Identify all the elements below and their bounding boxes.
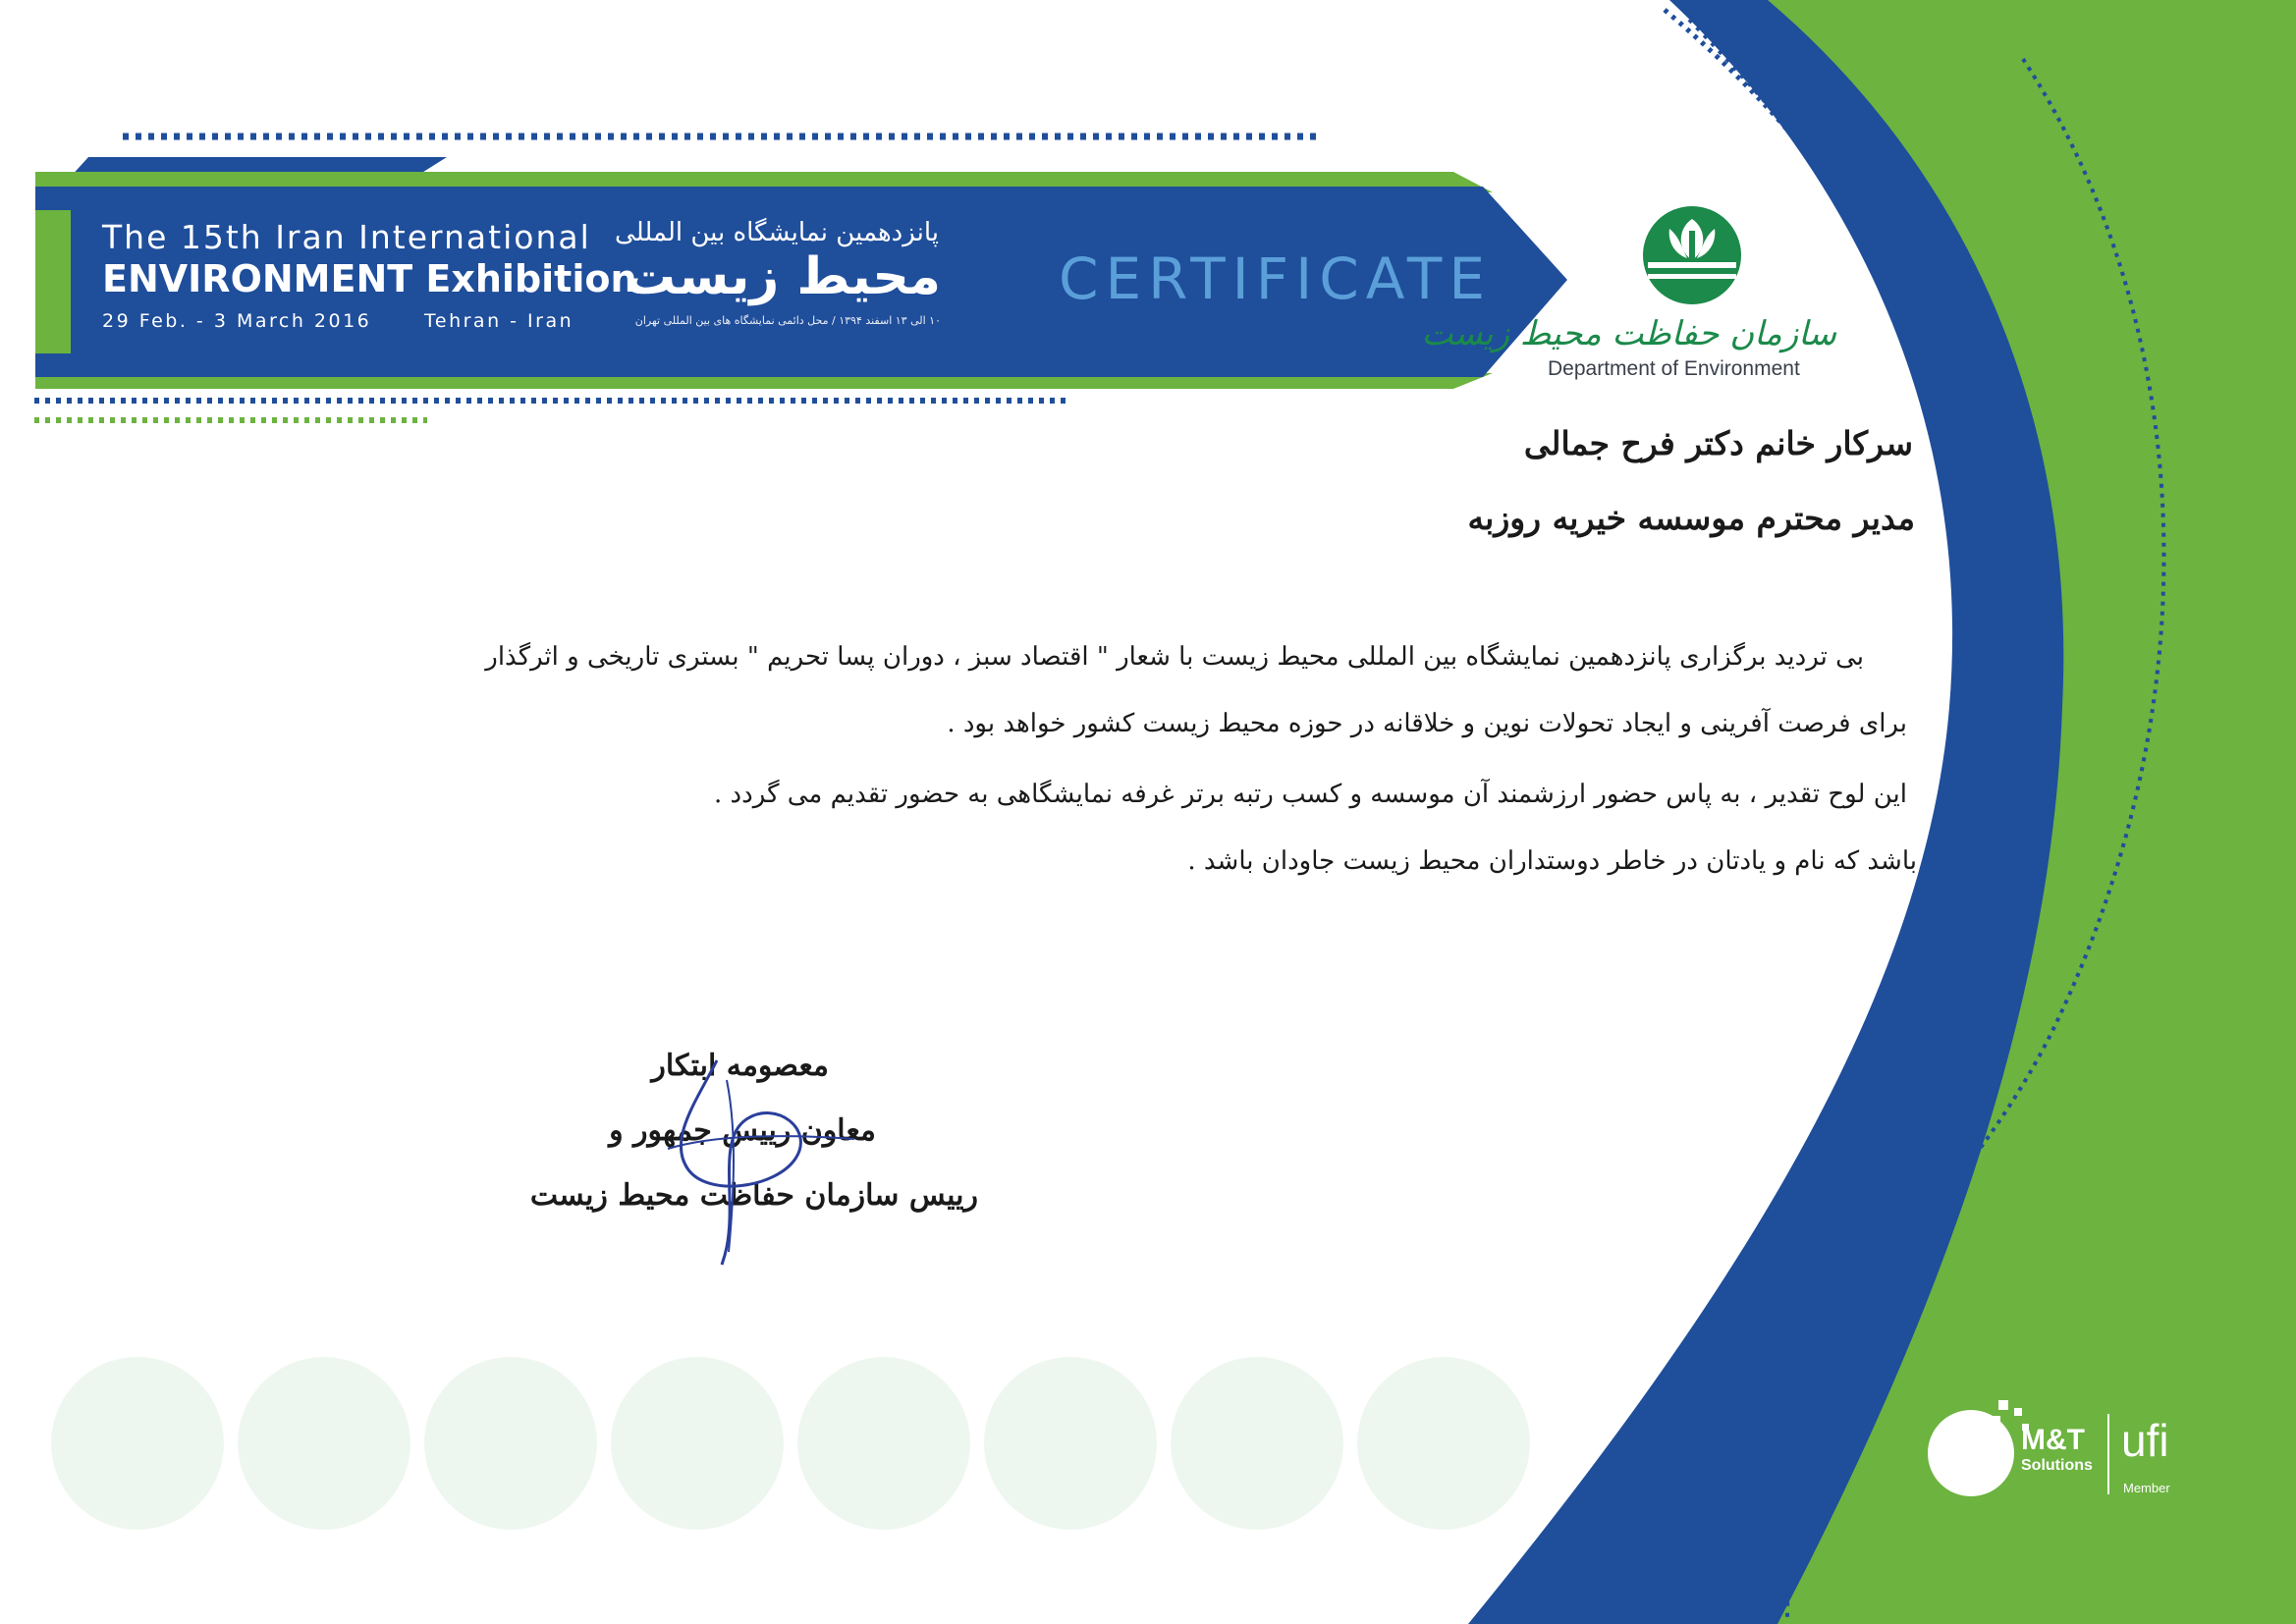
signatory-title-line1: معاون رییس جمهور و [609,1113,876,1148]
banner-city-en: Tehran - Iran [424,310,574,332]
recipient-name: سرکار خانم دکتر فرح جمالی [1523,424,1913,462]
mt-solutions-subtitle: Solutions [2021,1457,2093,1474]
department-name-en: Department of Environment [1548,357,1800,380]
ufi-logo-text: ufi [2121,1415,2169,1466]
body-line-1: بی تردید برگزاری پانزدهمین نمایشگاه بین المللی محیط زیست با شعار " اقتصاد سبز ، دوران پسا تحریم " بستری تاریخی و اثرگذار [485,642,1864,672]
mt-solutions-logo-icon [1920,1394,2038,1502]
recipient-position: مدیر محترم موسسه خیریه روزبه [1467,499,1915,537]
banner-left-tab [35,210,71,353]
handwritten-signature [629,1041,884,1267]
partner-divider [2107,1414,2109,1494]
banner-title-fa-line2: محیط زیست [624,247,941,306]
signatory-name: معصومه ابتکار [651,1049,829,1083]
signatory-title-line2: رییس سازمان حفاظت محیط زیست [529,1178,978,1213]
watermark-circles [51,1357,1530,1530]
certificate-heading: CERTIFICATE [1059,245,1492,312]
mt-solutions-name: M&T [2021,1424,2085,1456]
banner-title-fa-line1: پانزدهمین نمایشگاه بین المللی [615,218,939,247]
department-logo-icon [1638,201,1746,309]
body-line-3: این لوح تقدیر ، به پاس حضور ارزشمند آن موسسه و کسب رتبه برتر غرفه نمایشگاهی به حضور تقدیم می گردد . [714,780,1907,809]
banner-title-en-line2: ENVIRONMENT Exhibition [102,257,637,300]
body-line-4: باشد که نام و یادتان در خاطر دوستداران محیط زیست جاودان باشد . [1187,846,1917,876]
body-line-2: برای فرصت آفرینی و ایجاد تحولات نوین و خلاقانه در حوزه محیط زیست کشور خواهد بود . [947,709,1907,738]
banner-subtitle-fa: ۱۰ الی ۱۳ اسفند ۱۳۹۴ / محل دائمی نمایشگاه های بین المللی تهران [634,314,941,327]
banner-title-en-line1: The 15th Iran International [102,218,591,256]
ufi-member-label: Member [2123,1481,2170,1495]
department-name-fa: سازمان حفاظت محیط زیست [1421,314,1836,353]
banner-dates-en: 29 Feb. - 3 March 2016 [102,310,372,332]
